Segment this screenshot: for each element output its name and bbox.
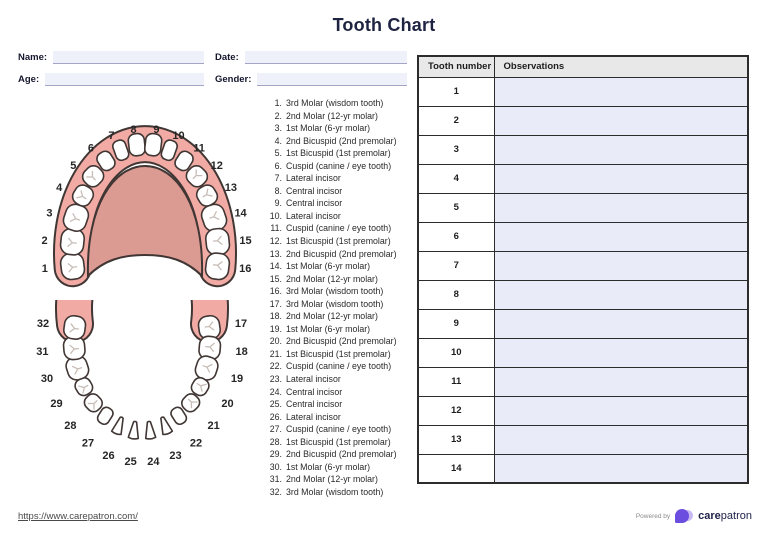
tooth-number-label-16: 16 bbox=[239, 263, 252, 276]
tooth-number-label-21: 21 bbox=[207, 420, 220, 433]
tooth-list-item-label: Cuspid (canine / eye tooth) bbox=[286, 160, 392, 171]
date-field bbox=[215, 51, 407, 64]
tooth-shape-23 bbox=[157, 416, 172, 436]
tooth-number-label-32: 32 bbox=[36, 318, 50, 331]
tooth-number-label-15: 15 bbox=[239, 235, 252, 248]
tooth-number-label-1: 1 bbox=[41, 263, 48, 276]
tooth-list-item-number: 20. bbox=[269, 336, 282, 347]
observations-table-body bbox=[418, 77, 748, 483]
powered-by-label: Powered by bbox=[635, 512, 671, 520]
observation-cell[interactable] bbox=[494, 367, 748, 396]
tooth-list-item-number: 2. bbox=[274, 110, 282, 121]
tooth-list-item bbox=[266, 273, 416, 286]
tooth-list bbox=[266, 97, 416, 499]
tooth-shape-1 bbox=[60, 252, 86, 281]
tooth-list-item bbox=[266, 448, 416, 461]
tooth-list-item-label: Central incisor bbox=[286, 399, 343, 410]
tooth-list-item bbox=[266, 248, 416, 261]
tooth-list-item bbox=[266, 97, 416, 110]
observation-cell[interactable] bbox=[494, 106, 748, 135]
tooth-number-label-8: 8 bbox=[130, 123, 137, 136]
tooth-list-item-label: Central incisor bbox=[286, 386, 343, 397]
tooth-list-item-number: 22. bbox=[269, 361, 282, 372]
footer-url-link[interactable]: https://www.carepatron.com/ bbox=[18, 511, 138, 522]
tooth-list-item-label: 2nd Molar (12-yr molar) bbox=[286, 311, 378, 322]
observation-cell[interactable] bbox=[494, 164, 748, 193]
tooth-list-item bbox=[266, 285, 416, 298]
tooth-list-item-label: Cuspid (canine / eye tooth) bbox=[286, 424, 392, 435]
tooth-list-item-number: 7. bbox=[274, 173, 282, 184]
tooth-list-item-number: 32. bbox=[269, 486, 282, 497]
tooth-number-cell: 5 bbox=[418, 193, 494, 222]
tooth-list-item-number: 26. bbox=[269, 411, 282, 422]
tooth-number-label-27: 27 bbox=[81, 437, 95, 450]
tooth-list-item-label: 2nd Molar (12-yr molar) bbox=[286, 474, 378, 485]
tooth-list-item-label: 3rd Molar (wisdom tooth) bbox=[286, 486, 384, 497]
tooth-list-item bbox=[266, 423, 416, 436]
tooth-list-item-label: Lateral incisor bbox=[286, 173, 341, 184]
tooth-shape-26 bbox=[111, 416, 126, 436]
tooth-list-item-label: Cuspid (canine / eye tooth) bbox=[286, 223, 392, 234]
tooth-list-item-label: 2nd Bicuspid (2nd premolar) bbox=[286, 336, 397, 347]
tooth-list-item-label: 1st Bicuspid (1st premolar) bbox=[286, 236, 391, 247]
tooth-list-item-label: Lateral incisor bbox=[286, 210, 341, 221]
tooth-number-cell: 14 bbox=[418, 454, 494, 483]
tooth-list-item-number: 10. bbox=[269, 210, 282, 221]
name-label: Name: bbox=[18, 52, 48, 63]
tooth-list-item bbox=[266, 160, 416, 173]
table-row bbox=[418, 338, 748, 367]
tooth-number-label-20: 20 bbox=[221, 398, 234, 411]
tooth-list-item-label: 2nd Molar (12-yr molar) bbox=[286, 110, 378, 121]
tooth-list-item bbox=[266, 373, 416, 386]
tooth-number-label-5: 5 bbox=[70, 160, 77, 173]
tooth-list-item-label: 1st Bicuspid (1st premolar) bbox=[286, 148, 391, 159]
tooth-number-label-4: 4 bbox=[56, 182, 63, 195]
tooth-list-item-label: 3rd Molar (wisdom tooth) bbox=[286, 286, 384, 297]
table-row bbox=[418, 396, 748, 425]
tooth-list-item bbox=[266, 147, 416, 160]
tooth-list-item bbox=[266, 323, 416, 336]
tooth-list-item-number: 28. bbox=[269, 436, 282, 447]
tooth-number-cell: 1 bbox=[418, 77, 494, 106]
tooth-list-item-number: 18. bbox=[269, 311, 282, 322]
tooth-number-label-25: 25 bbox=[124, 456, 137, 469]
age-input[interactable] bbox=[45, 73, 204, 86]
observation-cell[interactable] bbox=[494, 77, 748, 106]
table-row bbox=[418, 193, 748, 222]
tooth-number-cell: 11 bbox=[418, 367, 494, 396]
tooth-list-item-label: 2nd Bicuspid (2nd premolar) bbox=[286, 449, 397, 460]
tooth-list-item-number: 14. bbox=[269, 261, 282, 272]
tooth-list-item bbox=[266, 298, 416, 311]
age-label: Age: bbox=[18, 74, 40, 85]
tooth-list-item bbox=[266, 210, 416, 223]
tooth-list-item-label: 3rd Molar (wisdom tooth) bbox=[286, 98, 384, 108]
tooth-number-label-30: 30 bbox=[40, 372, 54, 385]
tooth-number-label-23: 23 bbox=[169, 449, 182, 462]
tooth-list-item bbox=[266, 473, 416, 486]
tooth-list-item-number: 19. bbox=[269, 323, 282, 334]
table-row bbox=[418, 367, 748, 396]
lower-arch-diagram bbox=[30, 300, 260, 486]
table-header-row bbox=[418, 56, 748, 77]
tooth-number-label-13: 13 bbox=[224, 182, 237, 195]
tooth-list-item bbox=[266, 310, 416, 323]
tooth-number-label-22: 22 bbox=[189, 437, 203, 450]
table-row bbox=[418, 309, 748, 338]
tooth-number-cell: 9 bbox=[418, 309, 494, 338]
tooth-list-item-number: 15. bbox=[269, 273, 282, 284]
tooth-list-item bbox=[266, 122, 416, 135]
tooth-list-item-label: 1st Molar (6-yr molar) bbox=[286, 261, 371, 272]
tooth-list-item-number: 23. bbox=[269, 374, 282, 385]
observation-cell[interactable] bbox=[494, 338, 748, 367]
tooth-list-item-number: 6. bbox=[274, 160, 282, 171]
tooth-number-label-17: 17 bbox=[234, 318, 248, 331]
tooth-number-cell: 12 bbox=[418, 396, 494, 425]
tooth-shape-16 bbox=[204, 252, 230, 281]
tooth-list-item bbox=[266, 335, 416, 348]
tooth-list-item-label: Central incisor bbox=[286, 198, 343, 209]
tooth-list-item-number: 17. bbox=[269, 298, 282, 309]
observation-cell[interactable] bbox=[494, 251, 748, 280]
tooth-shape-32 bbox=[63, 315, 87, 341]
tooth-list-item bbox=[266, 398, 416, 411]
tooth-list-item-label: Cuspid (canine / eye tooth) bbox=[286, 361, 392, 372]
table-row bbox=[418, 222, 748, 251]
table-row bbox=[418, 135, 748, 164]
table-row bbox=[418, 164, 748, 193]
tooth-list-item-number: 11. bbox=[270, 223, 282, 234]
tooth-list-item bbox=[266, 360, 416, 373]
tooth-list-item-number: 4. bbox=[274, 135, 282, 146]
table-row bbox=[418, 251, 748, 280]
table-row bbox=[418, 106, 748, 135]
tooth-number-label-10: 10 bbox=[172, 130, 185, 143]
tooth-number-label-24: 24 bbox=[147, 456, 160, 469]
tooth-number-label-12: 12 bbox=[210, 160, 223, 173]
tooth-list-item-number: 9. bbox=[274, 198, 282, 209]
date-label: Date: bbox=[215, 52, 239, 63]
tooth-shape-15 bbox=[205, 228, 231, 256]
table-row bbox=[418, 425, 748, 454]
tooth-list-item-label: 1st Bicuspid (1st premolar) bbox=[286, 436, 391, 447]
tooth-list-item-number: 8. bbox=[274, 185, 282, 196]
observation-cell[interactable] bbox=[494, 222, 748, 251]
tooth-number-cell: 8 bbox=[418, 280, 494, 309]
table-row bbox=[418, 77, 748, 106]
tooth-list-item-label: 1st Molar (6-yr molar) bbox=[286, 323, 371, 334]
tooth-list-item-label: 2nd Molar (12-yr molar) bbox=[286, 273, 378, 284]
tooth-list-item-label: 1st Molar (6-yr molar) bbox=[286, 123, 371, 134]
tooth-number-label-11: 11 bbox=[193, 142, 205, 155]
table-row bbox=[418, 454, 748, 483]
tooth-list-item-label: 1st Bicuspid (1st premolar) bbox=[286, 348, 391, 359]
observation-cell[interactable] bbox=[494, 425, 748, 454]
tooth-number-label-6: 6 bbox=[87, 142, 95, 155]
tooth-list-item-number: 27. bbox=[269, 424, 282, 435]
observations-table bbox=[417, 55, 749, 484]
observation-cell[interactable] bbox=[494, 280, 748, 309]
tooth-number-label-26: 26 bbox=[102, 449, 115, 462]
tooth-list-item-label: Lateral incisor bbox=[286, 374, 341, 385]
tooth-list-item bbox=[266, 348, 416, 361]
tooth-number-cell: 4 bbox=[418, 164, 494, 193]
tooth-number-cell: 2 bbox=[418, 106, 494, 135]
tooth-list-item-label: Lateral incisor bbox=[286, 411, 341, 422]
tooth-list-item-label: 2nd Bicuspid (2nd premolar) bbox=[286, 135, 397, 146]
tooth-list-item bbox=[266, 386, 416, 399]
upper-arch-diagram bbox=[30, 114, 260, 296]
tooth-list-item-number: 29. bbox=[269, 449, 282, 460]
tooth-shape-24 bbox=[144, 421, 156, 440]
carepatron-logo-icon bbox=[675, 508, 693, 524]
tooth-list-item bbox=[266, 235, 416, 248]
brand-name-regular: patron bbox=[720, 510, 752, 522]
tooth-number-label-14: 14 bbox=[234, 207, 247, 220]
tooth-list-item bbox=[266, 260, 416, 273]
brand-name bbox=[698, 510, 752, 522]
tooth-list-item bbox=[266, 486, 416, 499]
tooth-number-label-18: 18 bbox=[235, 345, 248, 358]
observation-cell[interactable] bbox=[494, 454, 748, 483]
tooth-list-item-label: 1st Molar (6-yr molar) bbox=[286, 461, 371, 472]
tooth-list-item-number: 12. bbox=[269, 236, 282, 247]
tooth-list-item-number: 30. bbox=[269, 461, 282, 472]
tooth-number-label-9: 9 bbox=[153, 123, 160, 136]
table-row bbox=[418, 280, 748, 309]
tooth-list-item bbox=[266, 222, 416, 235]
tooth-list-item-label: 3rd Molar (wisdom tooth) bbox=[286, 298, 384, 309]
tooth-list-item-number: 16. bbox=[269, 286, 282, 297]
tooth-list-item-number: 24. bbox=[269, 386, 282, 397]
tooth-list-item-label: 2nd Bicuspid (2nd premolar) bbox=[286, 248, 397, 259]
tooth-list-item-number: 5. bbox=[274, 148, 282, 159]
tooth-shape-2 bbox=[60, 228, 86, 256]
table-header-tooth-number: Tooth number bbox=[418, 56, 494, 77]
tooth-list-item-number: 21. bbox=[269, 348, 282, 359]
tooth-number-label-3: 3 bbox=[46, 207, 53, 220]
tooth-list-item bbox=[266, 172, 416, 185]
tooth-list-item-number: 31. bbox=[269, 474, 282, 485]
date-input[interactable] bbox=[245, 51, 407, 64]
observation-cell[interactable] bbox=[494, 193, 748, 222]
page-title: Tooth Chart bbox=[332, 15, 436, 35]
gender-input[interactable] bbox=[257, 73, 407, 86]
powered-by bbox=[636, 508, 752, 524]
tooth-list-item bbox=[266, 436, 416, 449]
tooth-number-label-28: 28 bbox=[64, 420, 77, 433]
gender-field bbox=[215, 73, 407, 86]
tooth-list-item bbox=[266, 197, 416, 210]
tooth-shape-25 bbox=[128, 421, 140, 440]
brand-name-bold: care bbox=[698, 510, 721, 522]
tooth-list-item bbox=[266, 135, 416, 148]
tooth-shape-9 bbox=[144, 133, 162, 157]
tooth-list-item-number: 3. bbox=[274, 123, 282, 134]
tooth-list-item bbox=[266, 461, 416, 474]
name-input[interactable] bbox=[53, 51, 204, 64]
tooth-list-item bbox=[266, 411, 416, 424]
tooth-number-cell: 6 bbox=[418, 222, 494, 251]
tooth-number-label-19: 19 bbox=[230, 372, 244, 385]
tooth-list-item bbox=[266, 110, 416, 123]
tooth-number-cell: 3 bbox=[418, 135, 494, 164]
tooth-number-cell: 13 bbox=[418, 425, 494, 454]
tooth-list-item-number: 13. bbox=[269, 248, 282, 259]
age-field bbox=[18, 73, 204, 86]
tooth-list-item-label: Central incisor bbox=[286, 185, 343, 196]
tooth-list-item-number: 25. bbox=[269, 399, 282, 410]
tooth-shape-8 bbox=[128, 133, 146, 157]
observation-cell[interactable] bbox=[494, 135, 748, 164]
name-field bbox=[18, 51, 204, 64]
tooth-number-label-29: 29 bbox=[50, 398, 63, 411]
tooth-number-cell: 7 bbox=[418, 251, 494, 280]
tooth-number-label-31: 31 bbox=[36, 345, 49, 358]
observation-cell[interactable] bbox=[494, 396, 748, 425]
tooth-number-label-7: 7 bbox=[108, 130, 115, 143]
tooth-list-item-number: 1. bbox=[274, 98, 282, 108]
table-header-observations: Observations bbox=[494, 56, 748, 77]
gender-label: Gender: bbox=[215, 74, 252, 85]
tooth-number-cell: 10 bbox=[418, 338, 494, 367]
observation-cell[interactable] bbox=[494, 309, 748, 338]
tooth-list-item bbox=[266, 185, 416, 198]
tooth-number-label-2: 2 bbox=[41, 235, 48, 248]
